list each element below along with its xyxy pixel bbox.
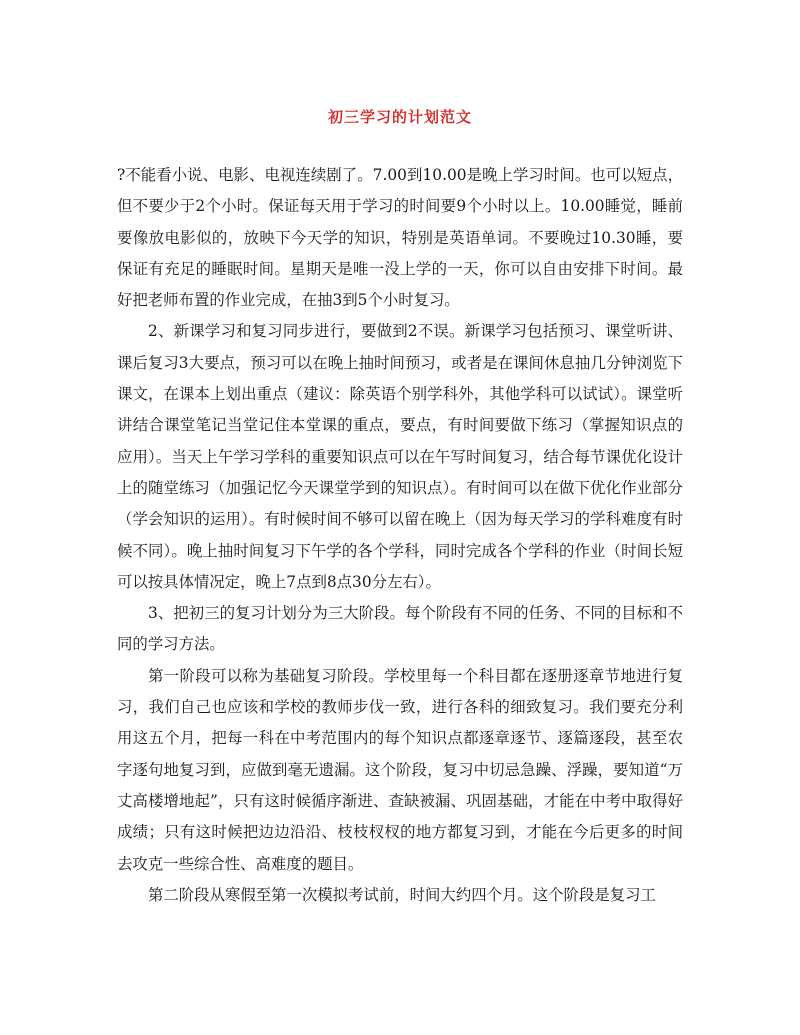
paragraph-5: 第二阶段从寒假至第一次模拟考试前，时间大约四个月。这个阶段是复习工 [148, 885, 656, 904]
paragraph-3: 3、把初三的复习计划分为三大阶段。每个阶段有不同的任务、不同的目标和不同的学习方法。 [117, 604, 683, 654]
document-title: 初三学习的计划范文 [327, 108, 472, 126]
paragraph-4: 第一阶段可以称为基础复习阶段。学校里每一个科目都在逐册逐章节地进行复习，我们自己也应该和学校的教师步伐一致，进行各科的细致复习。我们要充分利用这五个月，把每一科在中考范围内的每个知识点都逐章逐节、逐篇逐段，甚至农字逐句地复习到，应做到毫无遗漏。这个阶段，复习中切忌急躁、浮躁，要知道“万丈高楼增地起”，只有这时候循序渐进、查缺被漏、巩固基础，才能在中考中取得好成绩；只有这时候把边边沿沿、枝枝杈杈的地方都复习到，才能在今后更多的时间去攻克一些综合性、高难度的题目。 [117, 666, 683, 873]
paragraph-1: ?不能看小说、电影、电视连续剧了。7.00到10.00是晚上学习时间。也可以短点，但不要少于2个小时。保证每天用于学习的时间要9个小时以上。10.00睡觉，睡前要像放电影似的，放映下今天学的知识，特别是英语单词。不要晚过10.30睡，要保证有充足的睡眠时间。星期天是唯一没上学的一天，你可以自由安排下时间。最好把老师布置的作业完成，在抽3到5个小时复习。 [117, 166, 683, 310]
document-body [117, 160, 683, 911]
paragraph-2: 2、新课学习和复习同步进行，要做到2不误。新课学习包括预习、课堂听讲、课后复习3大要点，预习可以在晚上抽时间预习，或者是在课间休息抽几分钟浏览下课文，在课本上划出重点（建议：除英语个别学科外，其他学科可以试试）。课堂听讲结合课堂笔记当堂记住本堂课的重点，要点，有时间要做下练习（掌握知识点的应用）。当天上午学习学科的重要知识点可以在午写时间复习，结合每节课优化设计上的随堂练习（加强记忆今天课堂学到的知识点）。有时间可以在做下优化作业部分（学会知识的运用）。有时候时间不够可以留在晚上（因为每天学习的学科难度有时候不同）。晚上抽时间复习下午学的各个学科，同时完成各个学科的作业（时间长短可以按具体情况定，晚上7点到8点30分左右）。 [117, 322, 683, 591]
